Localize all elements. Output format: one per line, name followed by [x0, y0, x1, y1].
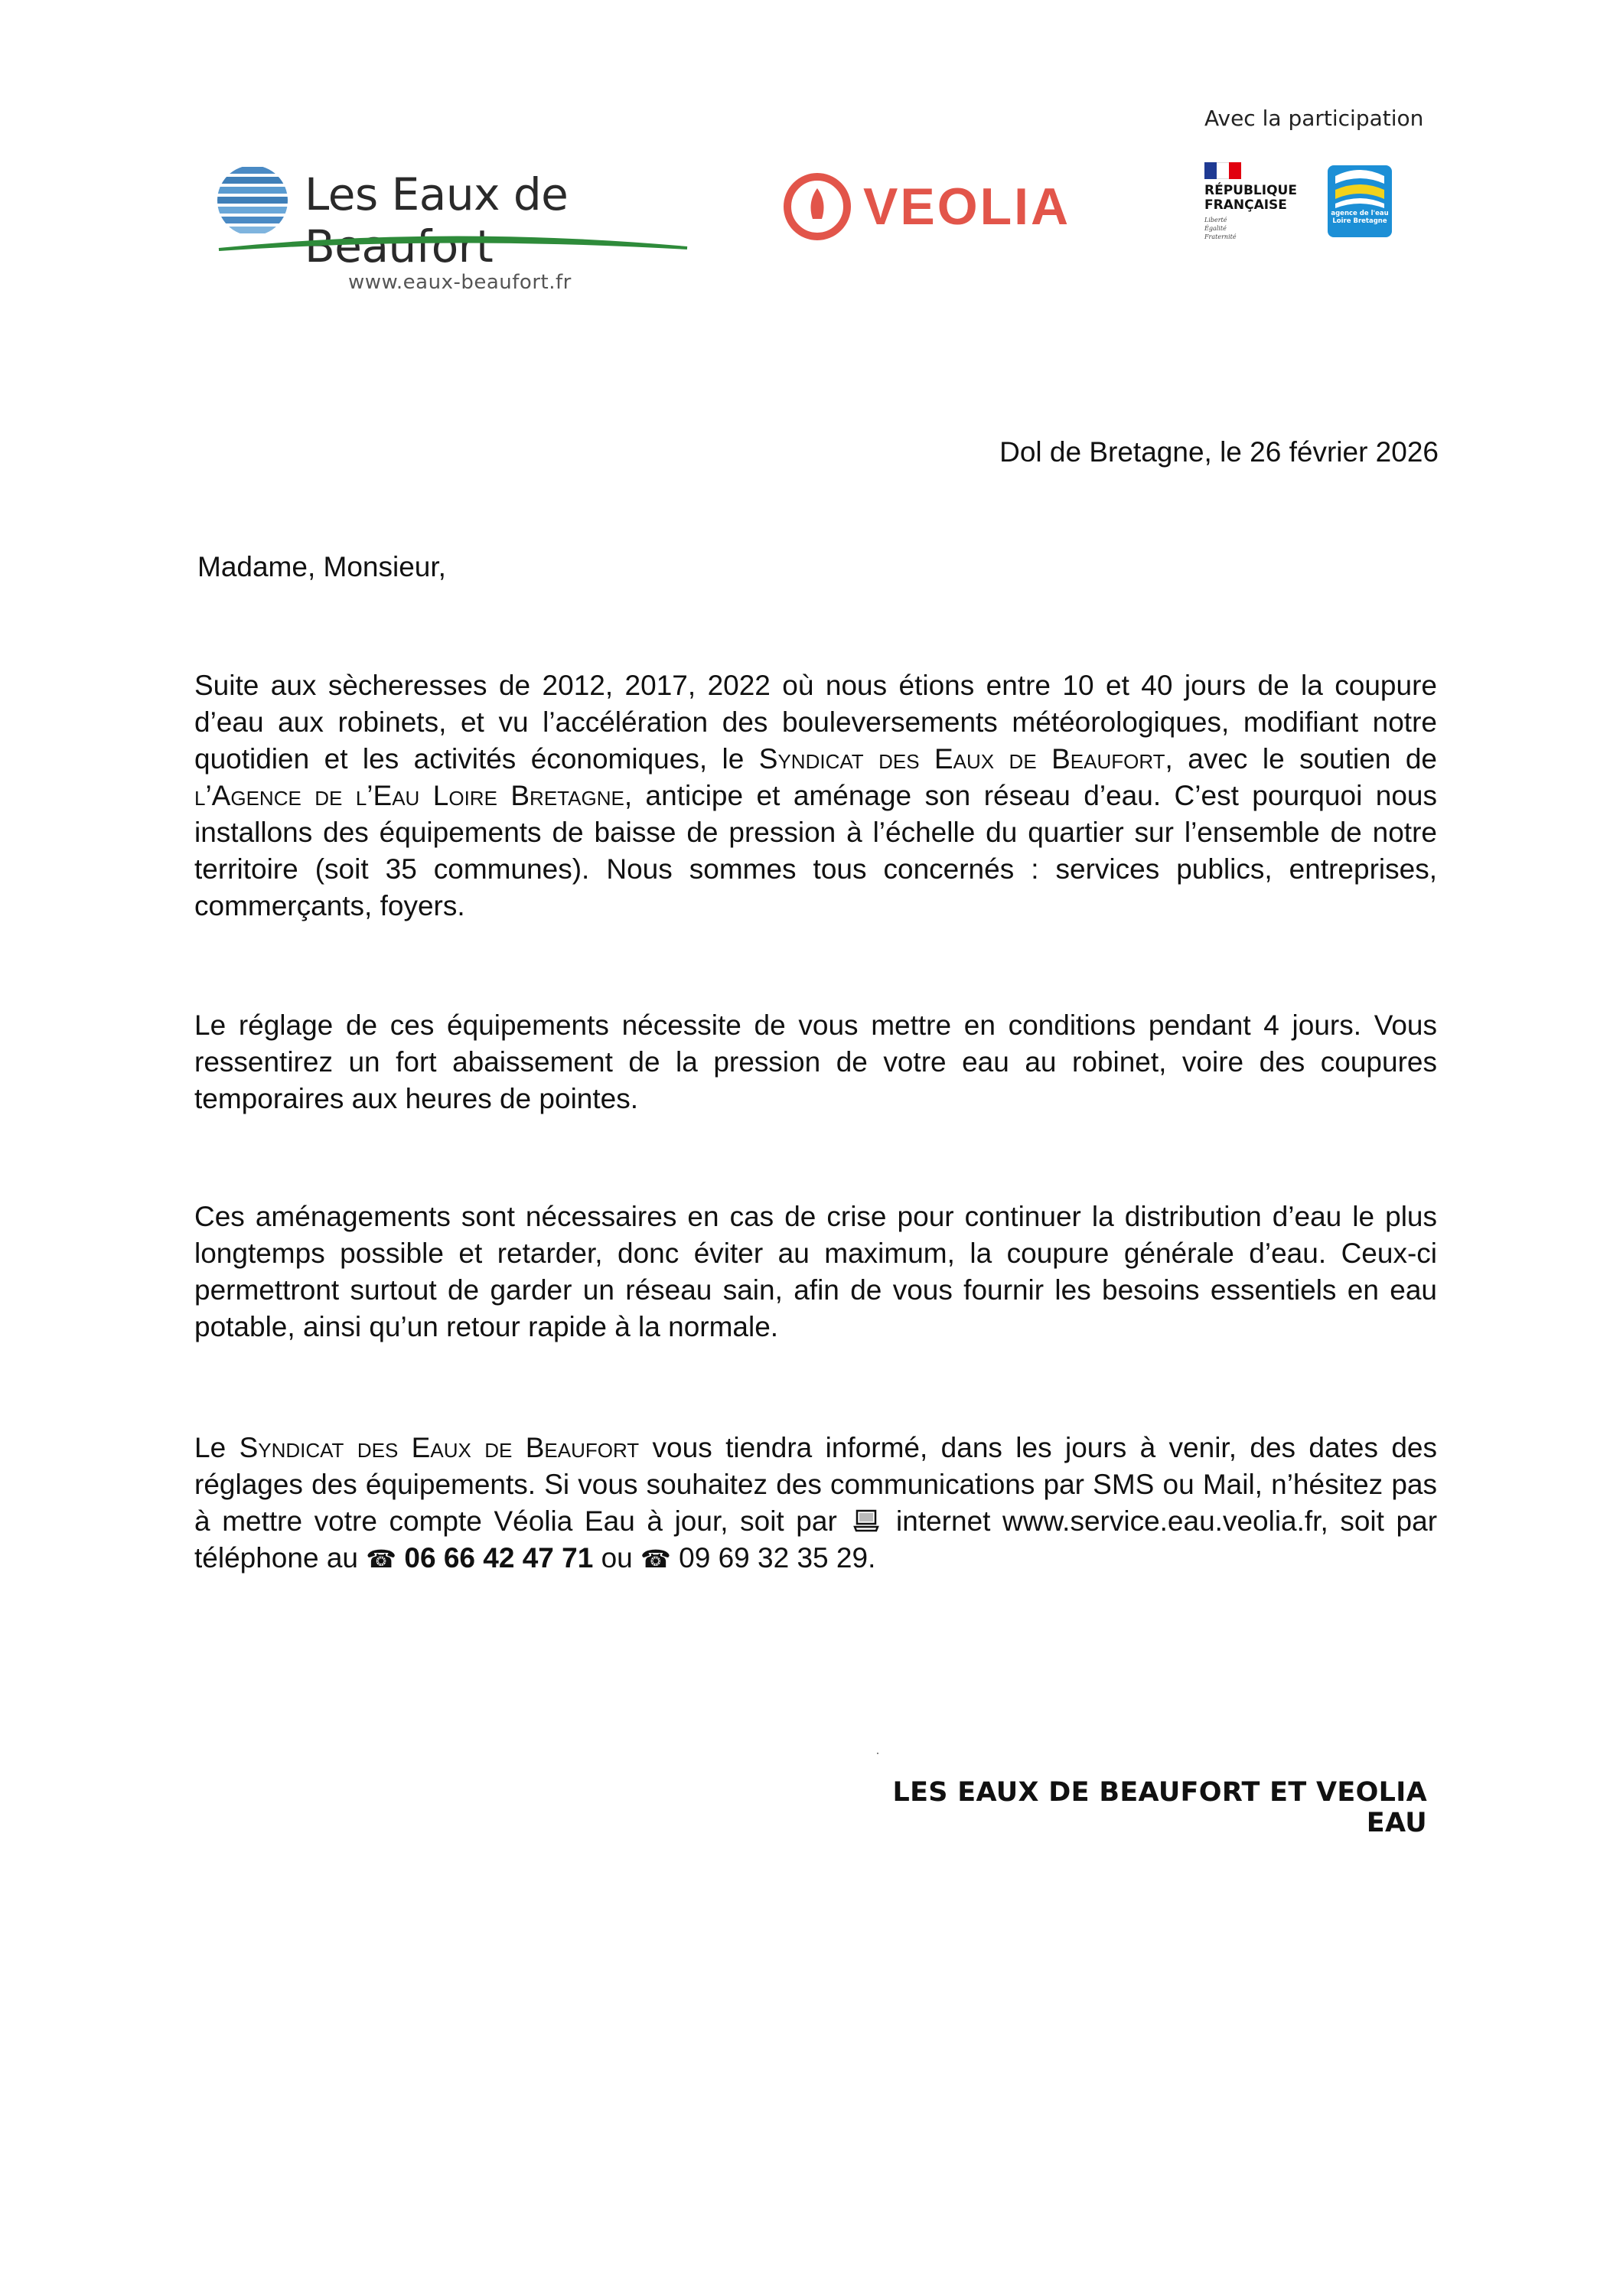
motto-1: Liberté — [1204, 217, 1227, 223]
logo-veolia — [782, 168, 1071, 245]
rf-line-1: RÉPUBLIQUE — [1204, 183, 1297, 198]
p1-text-a: Suite aux sècheresses de 2012, 2017, 2022 où nous étions entre 10 et 40 jours de la coupure d’eau aux robinets, et vu l’accélération des bouleversements météorologiques, modifiant notre quotidien et les activités économiques, le — [194, 670, 1437, 775]
salutation: Madame, Monsieur, — [197, 551, 446, 582]
motto-3: Fraternité — [1204, 233, 1237, 240]
participation-label: Avec la participation — [1204, 106, 1424, 131]
telephone-icon: ☎ — [366, 1545, 397, 1573]
agence-label-1: agence de l'eau — [1331, 210, 1389, 217]
green-swoosh — [216, 231, 690, 254]
paragraph-4 — [194, 1430, 1437, 1577]
beaufort-name: Les Eaux de Beaufort — [305, 168, 569, 272]
p4-text-c: internet www.service.eau.veolia.fr, soit par téléphone au — [194, 1505, 1438, 1574]
p4-text-b: vous tiendra informé, dans les jours à venir, des dates des réglages des équipements. Si vous souhaitez des communications par SMS ou Mail, n’hésitez pas à mettre votre compte Véolia Eau à jour, soit par — [194, 1432, 1437, 1537]
p4-text-d: ou — [601, 1542, 633, 1574]
paragraph-1 — [194, 667, 1437, 925]
agence-label-2: Loire Bretagne — [1332, 217, 1387, 225]
paragraph-3: Ces aménagements sont nécessaires en cas de crise pour continuer la distribution d’eau le plus longtemps possible et retarder, donc éviter au maximum, la coupure générale d’eau. Ceux-ci permettront surtout de garder un réseau sain, afin de vous fournir les besoins essentiels en eau potable, ainsi qu’un retour rapide à la normale. — [194, 1201, 1437, 1342]
telephone-icon: ☎ — [640, 1545, 671, 1573]
motto-2: Égalité — [1204, 225, 1227, 232]
p1-text-c: , anticipe et aménage son réseau d’eau. C’est pourquoi nous installons des équipements de baisse de pression à l’échelle du quartier sur l’ensemble de notre territoire (soit 35 communes). Nous sommes tous concernés : services publics, entreprises, commerçants, foyers. — [194, 780, 1438, 921]
beaufort-website[interactable]: www.eaux-beaufort.fr — [348, 271, 572, 294]
p1-agence: l’Agence de l’Eau Loire Bretagne — [194, 780, 624, 811]
logo-agence-eau-loire-bretagne — [1328, 165, 1392, 237]
veolia-wordmark: VEOLIA — [863, 178, 1071, 236]
computer-icon — [853, 1509, 879, 1532]
p4-syndicat: Syndicat des Eaux de Beaufort — [239, 1432, 640, 1463]
scan-speck — [877, 1753, 878, 1754]
globe-icon — [216, 164, 289, 237]
agence-eau-icon — [1328, 165, 1392, 237]
phone-number-2[interactable]: 09 69 32 35 29 — [679, 1542, 869, 1574]
rf-line-2: FRANÇAISE — [1204, 197, 1287, 213]
p4-text-e: . — [868, 1542, 876, 1574]
paragraph-2: Le réglage de ces équipements nécessite de vous mettre en conditions pendant 4 jours. Vous ressentirez un fort abaissement de la pression de votre eau au robinet, voire des coupures temporaires aux heures de pointes. — [194, 1009, 1437, 1114]
p1-text-b: , avec le soutien de — [1165, 743, 1437, 775]
p1-syndicat: Syndicat des Eaux de Beaufort — [758, 743, 1165, 775]
flag-icon — [1204, 162, 1241, 179]
p4-text-a: Le — [194, 1432, 240, 1463]
veolia-drop-icon — [782, 171, 852, 242]
logo-republique-francaise — [1204, 162, 1312, 241]
signature: LES EAUX DE BEAUFORT ET VEOLIA EAU — [892, 1777, 1427, 1838]
letter-date: Dol de Bretagne, le 26 février 2026 — [999, 436, 1439, 468]
phone-number-1[interactable]: 06 66 42 47 71 — [404, 1542, 594, 1574]
